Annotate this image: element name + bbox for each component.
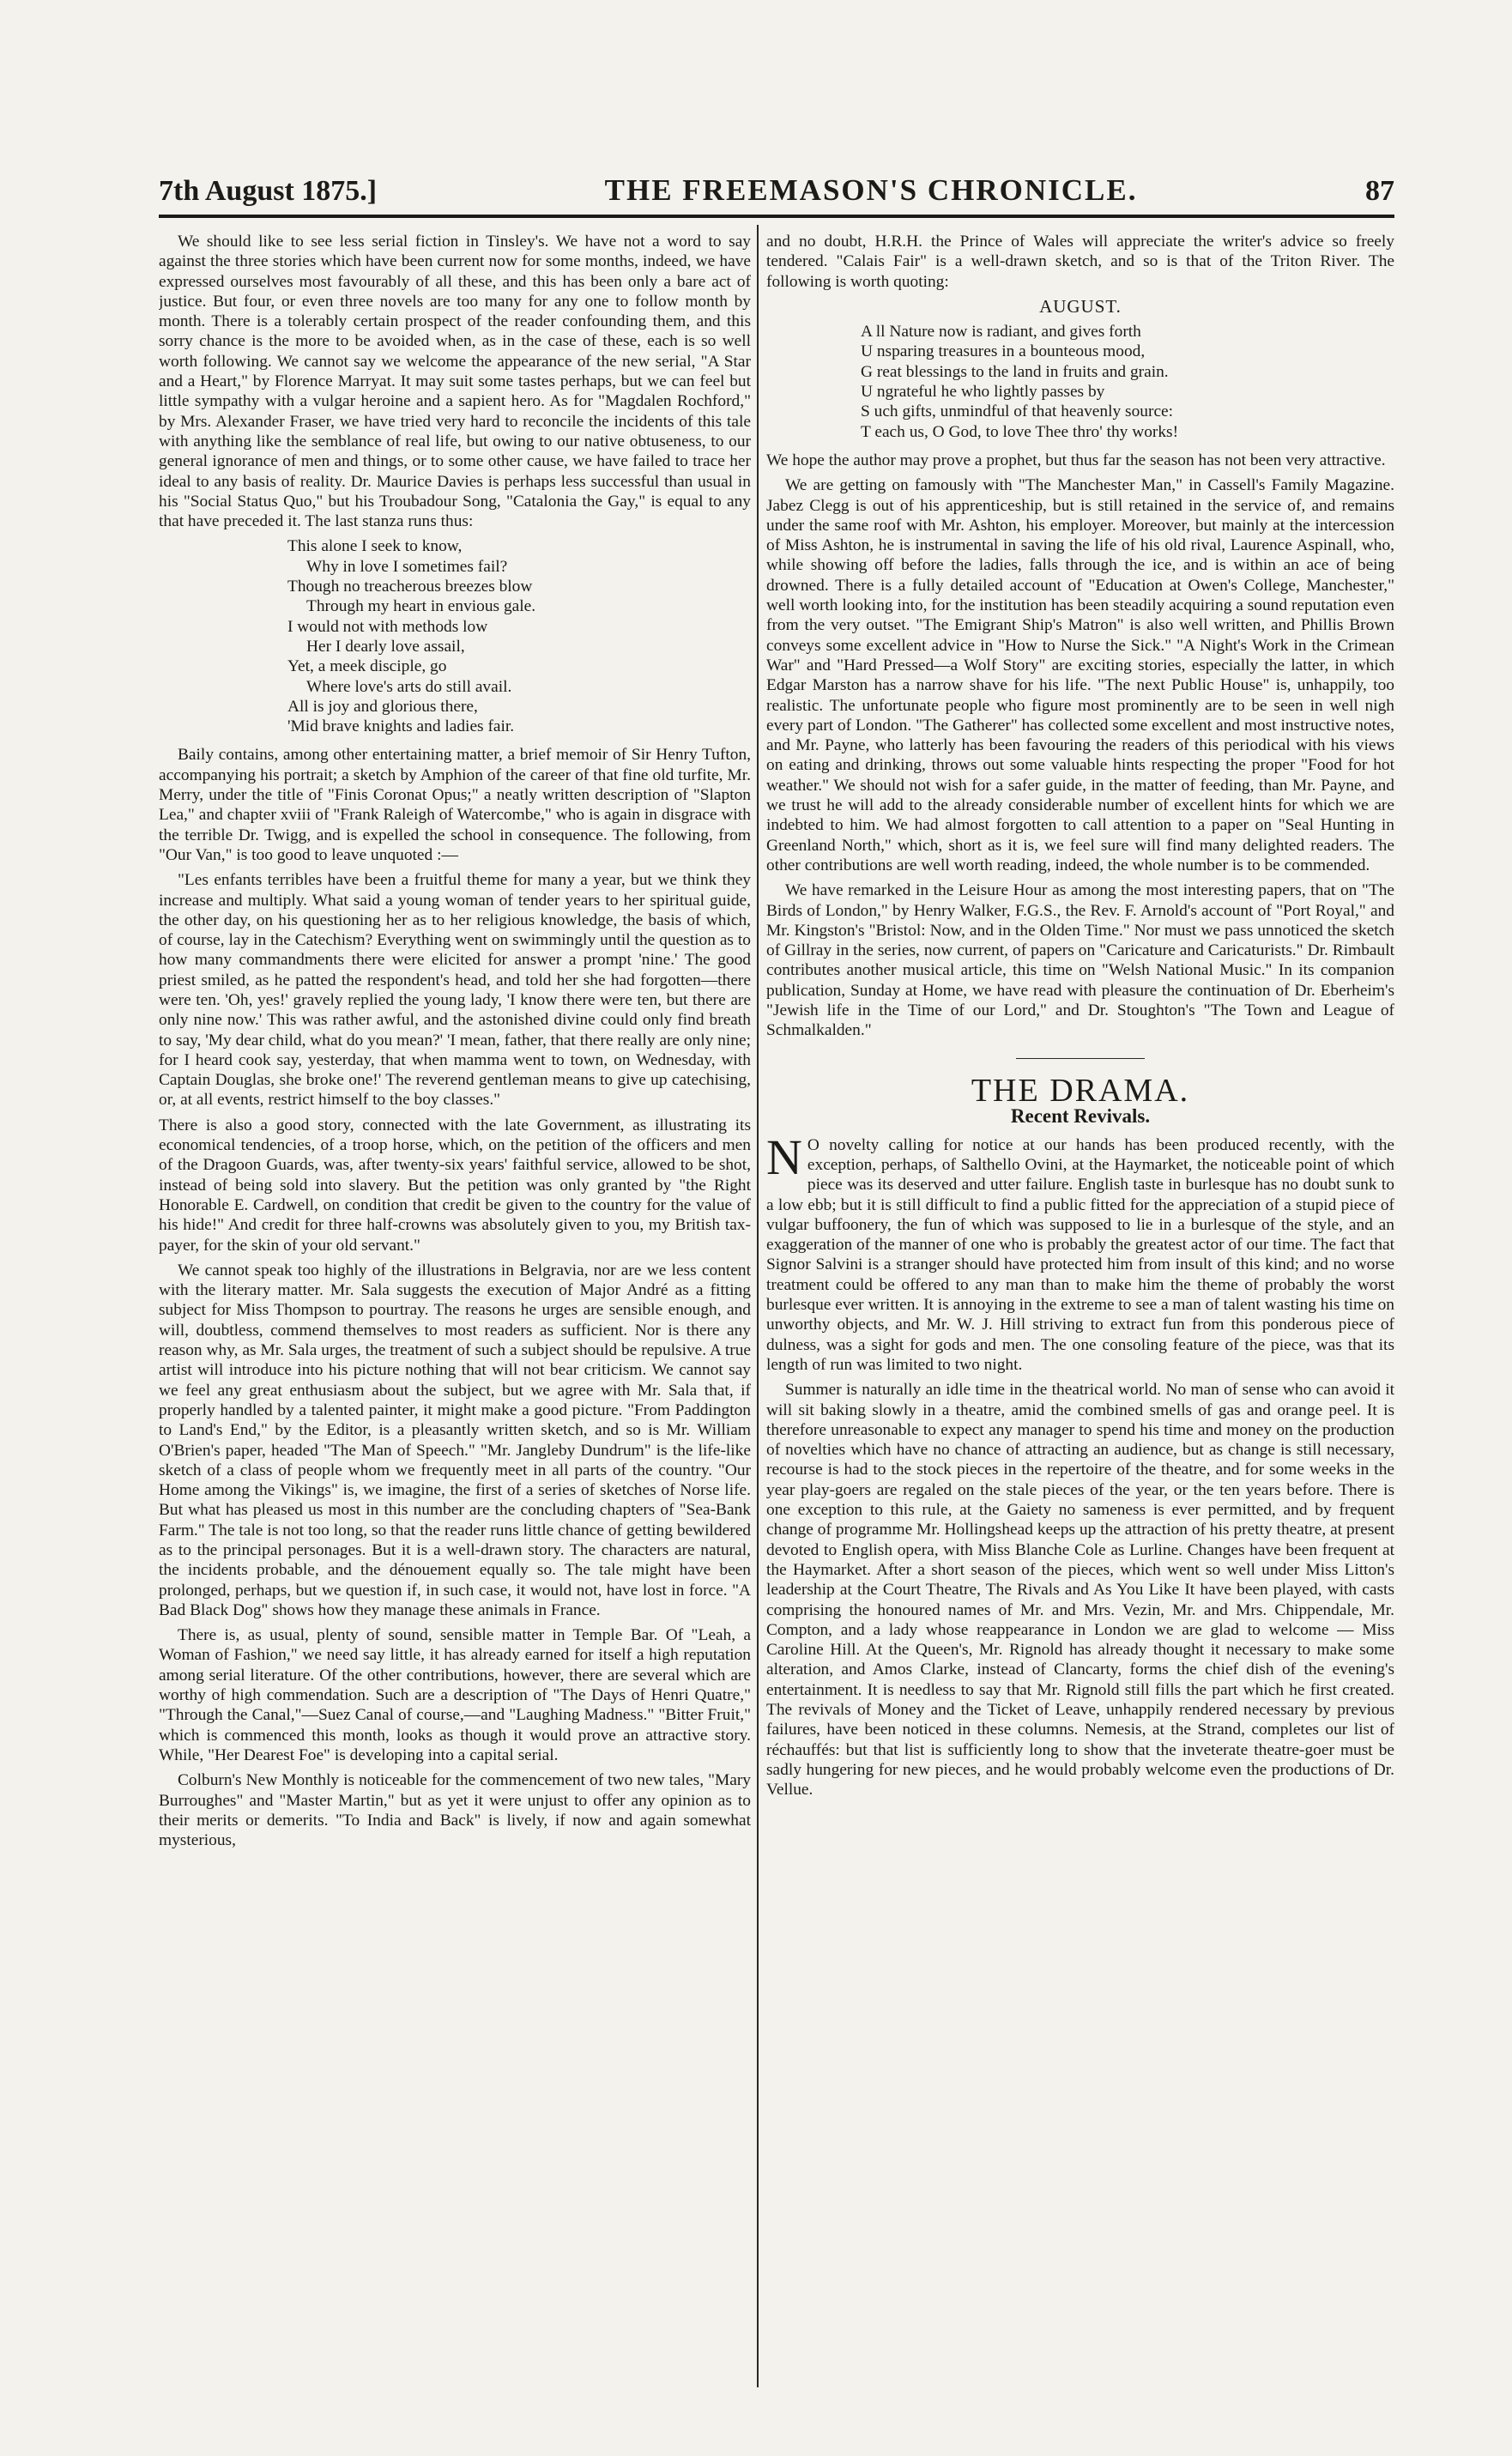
troubadour-stanza (287, 536, 751, 736)
masthead-rule (159, 215, 1394, 218)
acrostic-line: T each us, O God, to love Thee thro' thy works! (861, 422, 1179, 441)
verse-line: Her I dearly love assail, (306, 637, 465, 656)
verse-line: Yet, a meek disciple, go (287, 657, 447, 676)
verse-line: I would not with methods low (287, 617, 488, 636)
right-column (766, 232, 1394, 2394)
masthead (159, 163, 1394, 208)
verse-line: All is joy and glorious there, (287, 697, 478, 716)
verse-line: 'Mid brave knights and ladies fair. (287, 717, 515, 736)
paragraph-cassells: We are getting on famously with "The Manchester Man," in Cassell's Family Magazine. Jabez Clegg is out of his apprenticeship, but is still retained in the service of, and remains under the same roof with Mr. Ashton, his employer. Moreover, but mainly at the intercession of Miss Ashton, he is instrumental in saving the life of his old rival, Laurence Aspinall, who, while showing off before the ladies, falls through the ice, and is within an ace of being drowned. There is a fully detailed account of "Education at Owen's College, Manchester," well worth looking into, for the institution has been steadily acquiring a sound reputation even from the very outset. "The Emigrant Ship's Matron" is also well written, and Phillis Brown conveys some excellent advice in "How to Nurse the Sick." "A Night's Work in the Crimean War" and "Hard Pressed—a Wolf Story" are exciting stories, especially the latter, in which Edgar Marston has a narrow shave for his life. "The next Public House" is, unhappily, too realistic. The unfortunate people who figure most prominently are to be seen in well nigh every part of London. "The Gatherer" has collected some excellent and most instructive notes, and Mr. Payne, who latterly has been favouring the readers of this periodical with his views on eating and drinking, throws out some valuable hints respecting the proper "Food for hot weather." We should not wish for a safer guide, in the matter of feeding, than Mr. Payne, and we trust he will add to the already considerable number of excellent hints for which we are indebted to him. We had almost forgotten to call attention to a paper on "Seal Hunting in Greenland North," which, short as it is, we feel sure will find many delighted readers. The other contributions are well worth reading, indeed, the whole number is to be commended. (766, 476, 1394, 874)
paragraph-leisure-hour: We have remarked in the Leisure Hour as among the most interesting papers, that on "The Birds of London," by Henry Walker, F.G.S., the Rev. F. Arnold's account of "Port Royal," and Mr. Kingston's "Bristol: Now, and in the Olden Time." Nor must we pass unnoticed the sketch of Gillray in the series, now current, of papers on "Caricature and Caricaturists." Dr. Rimbault contributes another musical article, this time on "Welsh National Music." In its companion publication, Sunday at Home, we have read with pleasure the continuation of Dr. Eberheim's "Jewish life in the Time of our Lord," and Dr. Stoughton's "The Town and League of Schmalkalden." (766, 881, 1394, 1040)
paragraph-baily: Baily contains, among other entertaining matter, a brief memoir of Sir Henry Tufton, accompanying his portrait; a sketch by Amphion of the career of that fine old turfite, Mr. Merry, under the title of "Finis Coronat Opus;" a neatly written description of "Slapton Lea," and chapter xviii of "Frank Raleigh of Watercombe," who is again in disgrace with the terrible Dr. Twigg, and is expelled the school in consequence. The following, from "Our Van," is too good to leave unquoted :— (159, 746, 751, 864)
publication-title: THE FREEMASON'S CHRONICLE. (604, 173, 1138, 207)
quoted-anecdote: "Les enfants terribles have been a fruitful theme for many a year, but we think they increase and multiply. What said a young woman of tender years to her spiritual guide, the other day, on his questioning her as to her religious knowledge, the basis of which, of course, lay in the Catechism? Everything went on swimmingly until the question as to how many commandments there were elicited for answer a prompt 'nine.' The good priest smiled, as he patted the respondent's head, and told her she had forgotten—there were ten. 'Oh, yes!' gravely replied the young lady, 'I know there were ten, but there are only nine now.' This was rather awful, and the astonished divine could only find breath to say, 'My dear child, what do you mean?' 'I mean, father, that there really are only nine; for I heard cook say, yesterday, that when mamma went to town, on Wednesday, with Captain Douglas, she broke one!' The reverend gentleman means to give up catechising, or, at all events, restrict himself to the boy classes." (159, 871, 751, 1110)
acrostic-line: A ll Nature now is radiant, and gives forth (861, 323, 1141, 342)
acrostic-title: AUGUST. (1039, 295, 1122, 317)
acrostic-line: S uch gifts, unmindful of that heavenly source: (861, 402, 1174, 421)
column-divider (757, 225, 759, 2387)
paragraph-belgravia: We cannot speak too highly of the illustrations in Belgravia, nor are we less content with the literary matter. Mr. Sala suggests the execution of Major André as a fitting subject for Miss Thompson to pourtray. The reasons he urges are sensible enough, and will, doubtless, commend themselves to most readers as sufficient. Nor is there any reason why, as Mr. Sala urges, the treatment of such a subject should be repulsive. A true artist will introduce into his picture nothing that will not bear criticism. We cannot say we feel any great enthusiasm about the subject, but we agree with Mr. Sala that, if properly handled by a talented painter, it might make a good picture. "From Paddington to Land's End," by the Editor, is a pleasantly written sketch, and so is Mr. William O'Brien's paper, headed "The Man of Speech." "Mr. Jangleby Dundrum" is the life-like sketch of a class of people whom we frequently meet in all parts of the country. "Our Home among the Vikings" is, we imagine, the first of a series of sketches of Norse life. But what has pleased us most in this number are the concluding chapters of "Sea-Bank Farm." The tale is not too long, so that the reader runs little chance of getting bewildered as to the principal personages. But it is a well-drawn story. The characters are natural, the incidents probable, and the dénouement equally so. The tale might have been prolonged, perhaps, but we question if, in such case, it would not, have lost in force. "A Bad Black Dog" shows how they manage these animals in France. (159, 1261, 751, 1619)
acrostic-line: U ngrateful he who lightly passes by (861, 383, 1105, 402)
drama-paragraph-1-text: O novelty calling for notice at our hands has been produced recently, with the exception, perhaps, of Salthello Ovini, at the Haymarket, the noticeable point of which piece was its deserved and utter failure. English taste in burlesque has no doubt sunk to a low ebb; but it is still difficult to find a public fitted for the appreciation of a stupid piece of vulgar buffoonery, the fun of which was supposed to lie in a burlesque of the style, and an exaggeration of the manner of one who is probably the greatest actor of our time. The fact that Signor Salvini is a stranger should have protected him from insult of this kind; and no worse treatment could be offered to any man than to make him the theme of probably the worst burlesque ever written. It is annoying in the extreme to see a man of talent wasting his time on unworthy objects, and Mr. W. J. Hill striving to extract fun from this ponderous piece of dulness, was a sight for gods and men. The one consoling feature of the piece, was that its length of run was limited to two night. (766, 1135, 1394, 1374)
paragraph-troop-horse: There is also a good story, connected with the late Government, as illustrating its economical tendencies, of a troop horse, which, on the petition of the officers and men of the Dragoon Guards, was, after twenty-six years' faithful service, allowed to be shot, instead of being sold into slavery. But the petition was only granted by "the Right Honorable E. Cardwell, on condition that credit be given to the country for the value of his hide!" And credit for three half-crowns was absolutely given to you, my British tax-payer, for the skin of your old servant." (159, 1116, 751, 1255)
verse-line: This alone I seek to know, (287, 537, 463, 556)
left-column (159, 232, 751, 2394)
acrostic-poem (861, 322, 1394, 442)
acrostic-line: U nsparing treasures in a bounteous mood, (861, 342, 1146, 361)
page-number: 87 (1364, 175, 1394, 207)
issue-date: 7th August 1875.] (159, 175, 378, 207)
paragraph-prophet: We hope the author may prove a prophet, but thus far the season has not been very attractive. (766, 451, 1386, 469)
drop-cap: N (766, 1128, 802, 1185)
section-subheading: Recent Revivals. (1010, 1105, 1151, 1128)
verse-line: Through my heart in envious gale. (306, 597, 536, 616)
paragraph-continued: and no doubt, H.R.H. the Prince of Wales will appreciate the writer's advice so freely tendered. "Calais Fair" is a well-drawn sketch, and so is that of the Triton River. The following is worth quoting: (766, 233, 1394, 291)
section-heading-drama: THE DRAMA. (971, 1073, 1190, 1110)
verse-line: Though no treacherous breezes blow (287, 578, 533, 596)
verse-line: Where love's arts do still avail. (306, 677, 512, 696)
drama-paragraph-2: Summer is naturally an idle time in the theatrical world. No man of sense who can avoid it will sit baking slowly in a theatre, amid the combined smells of gas and orange peel. It is therefore unreasonable to expect any manager to spend his time and money on the production of novelties which have no chance of attracting an audience, but as change is still necessary, recourse is had to the stock pieces in the repertoire of the theatre, and for some weeks in the year play-goers are regaled on the stale pieces of the year, or the ten years before. There is one exception to this rule, at the Gaiety no sameness is ever permitted, and by frequent change of programme Mr. Hollingshead keeps up the attraction of his pretty theatre, at present devoted to English opera, with Miss Blanche Cole as Lurline. Changes have been frequent at the Haymarket. After a short season of the pieces, which went so well under Miss Litton's leadership at the Court Theatre, The Rivals and As You Like It have been played, with casts comprising the honoured names of Mr. and Mrs. Vezin, Mr. and Mrs. Chippendale, Mr. Compton, and a lady whose reappearance in London we are glad to welcome — Miss Caroline Hill. At the Queen's, Mr. Rignold has already thought it necessary to make some alteration, and Amos Clarke, instead of Clancarty, forms the chief dish of the evening's entertainment. It is needless to say that Mr. Rignold still fills the part which he first created. The revivals of Money and the Ticket of Leave, unhappily rendered necessary by previous failures, have been noticed in these columns. Nemesis, at the Strand, completes our list of réchauffés: but that list is sufficiently long to show that the inveterate theatre-goer must be sadly hungering for new pieces, and he would probably welcome even the productions of Dr. Vellue. (766, 1381, 1394, 1800)
section-divider (1016, 1058, 1145, 1060)
paragraph-colburns: Colburn's New Monthly is noticeable for the commencement of two new tales, "Mary Burroughes" and "Master Martin," but as yet it were unjust to offer any opinion as to their merits or demerits. "To India and Back" is lively, if now and again somewhat mysterious, (159, 1771, 751, 1850)
paragraph-temple-bar: There is, as usual, plenty of sound, sensible matter in Temple Bar. Of "Leah, a Woman of Fashion," we need say little, it has already earned for itself a high reputation among serial literature. Of the other contributions, however, there are several which are worthy of high commendation. Such are a description of "The Days of Henri Quatre," "Through the Canal,"—Suez Canal of course,—and "Laughing Madness." "Bitter Fruit," which is commenced this month, looks as though it would prove an attractive story. While, "Her Dearest Foe" is developing into a capital serial. (159, 1626, 751, 1764)
acrostic-line: G reat blessings to the land in fruits and grain. (861, 362, 1169, 381)
paragraph-tinsleys: We should like to see less serial fiction in Tinsley's. We have not a word to say against the three stories which have been current now for some months, indeed, we have expressed ourselves most favourably of all these, and this has been only a bare act of justice. But four, or even three novels are too many for any one to follow month by month. There is a tolerably certain prospect of the reader confounding them, and this sorry chance is the more to be avoided when, as in the case of these, each is so well worth following. We cannot say we welcome the appearance of the new serial, "A Star and a Heart," by Florence Marryat. It may suit some tastes perhaps, but we can feel but little sympathy with a vulgar heroine and a sapient hero. As for "Magdalen Rochford," by Mrs. Alexander Fraser, we have tried very hard to reconcile the incidents of this tale with anything like the semblance of real life, but owing to our native obtuseness, to our general ignorance of men and things, or to some other cause, we have failed to trace her ideal to any basis of reality. Dr. Maurice Davies is perhaps less successful than usual in his "Social Status Quo," but his Troubadour Song, "Catalonia the Gay," is equal to any that have preceded it. The last stanza runs thus: (159, 233, 751, 531)
verse-line: Why in love I sometimes fail? (306, 557, 508, 576)
drama-paragraph-1 (766, 1128, 1394, 1376)
